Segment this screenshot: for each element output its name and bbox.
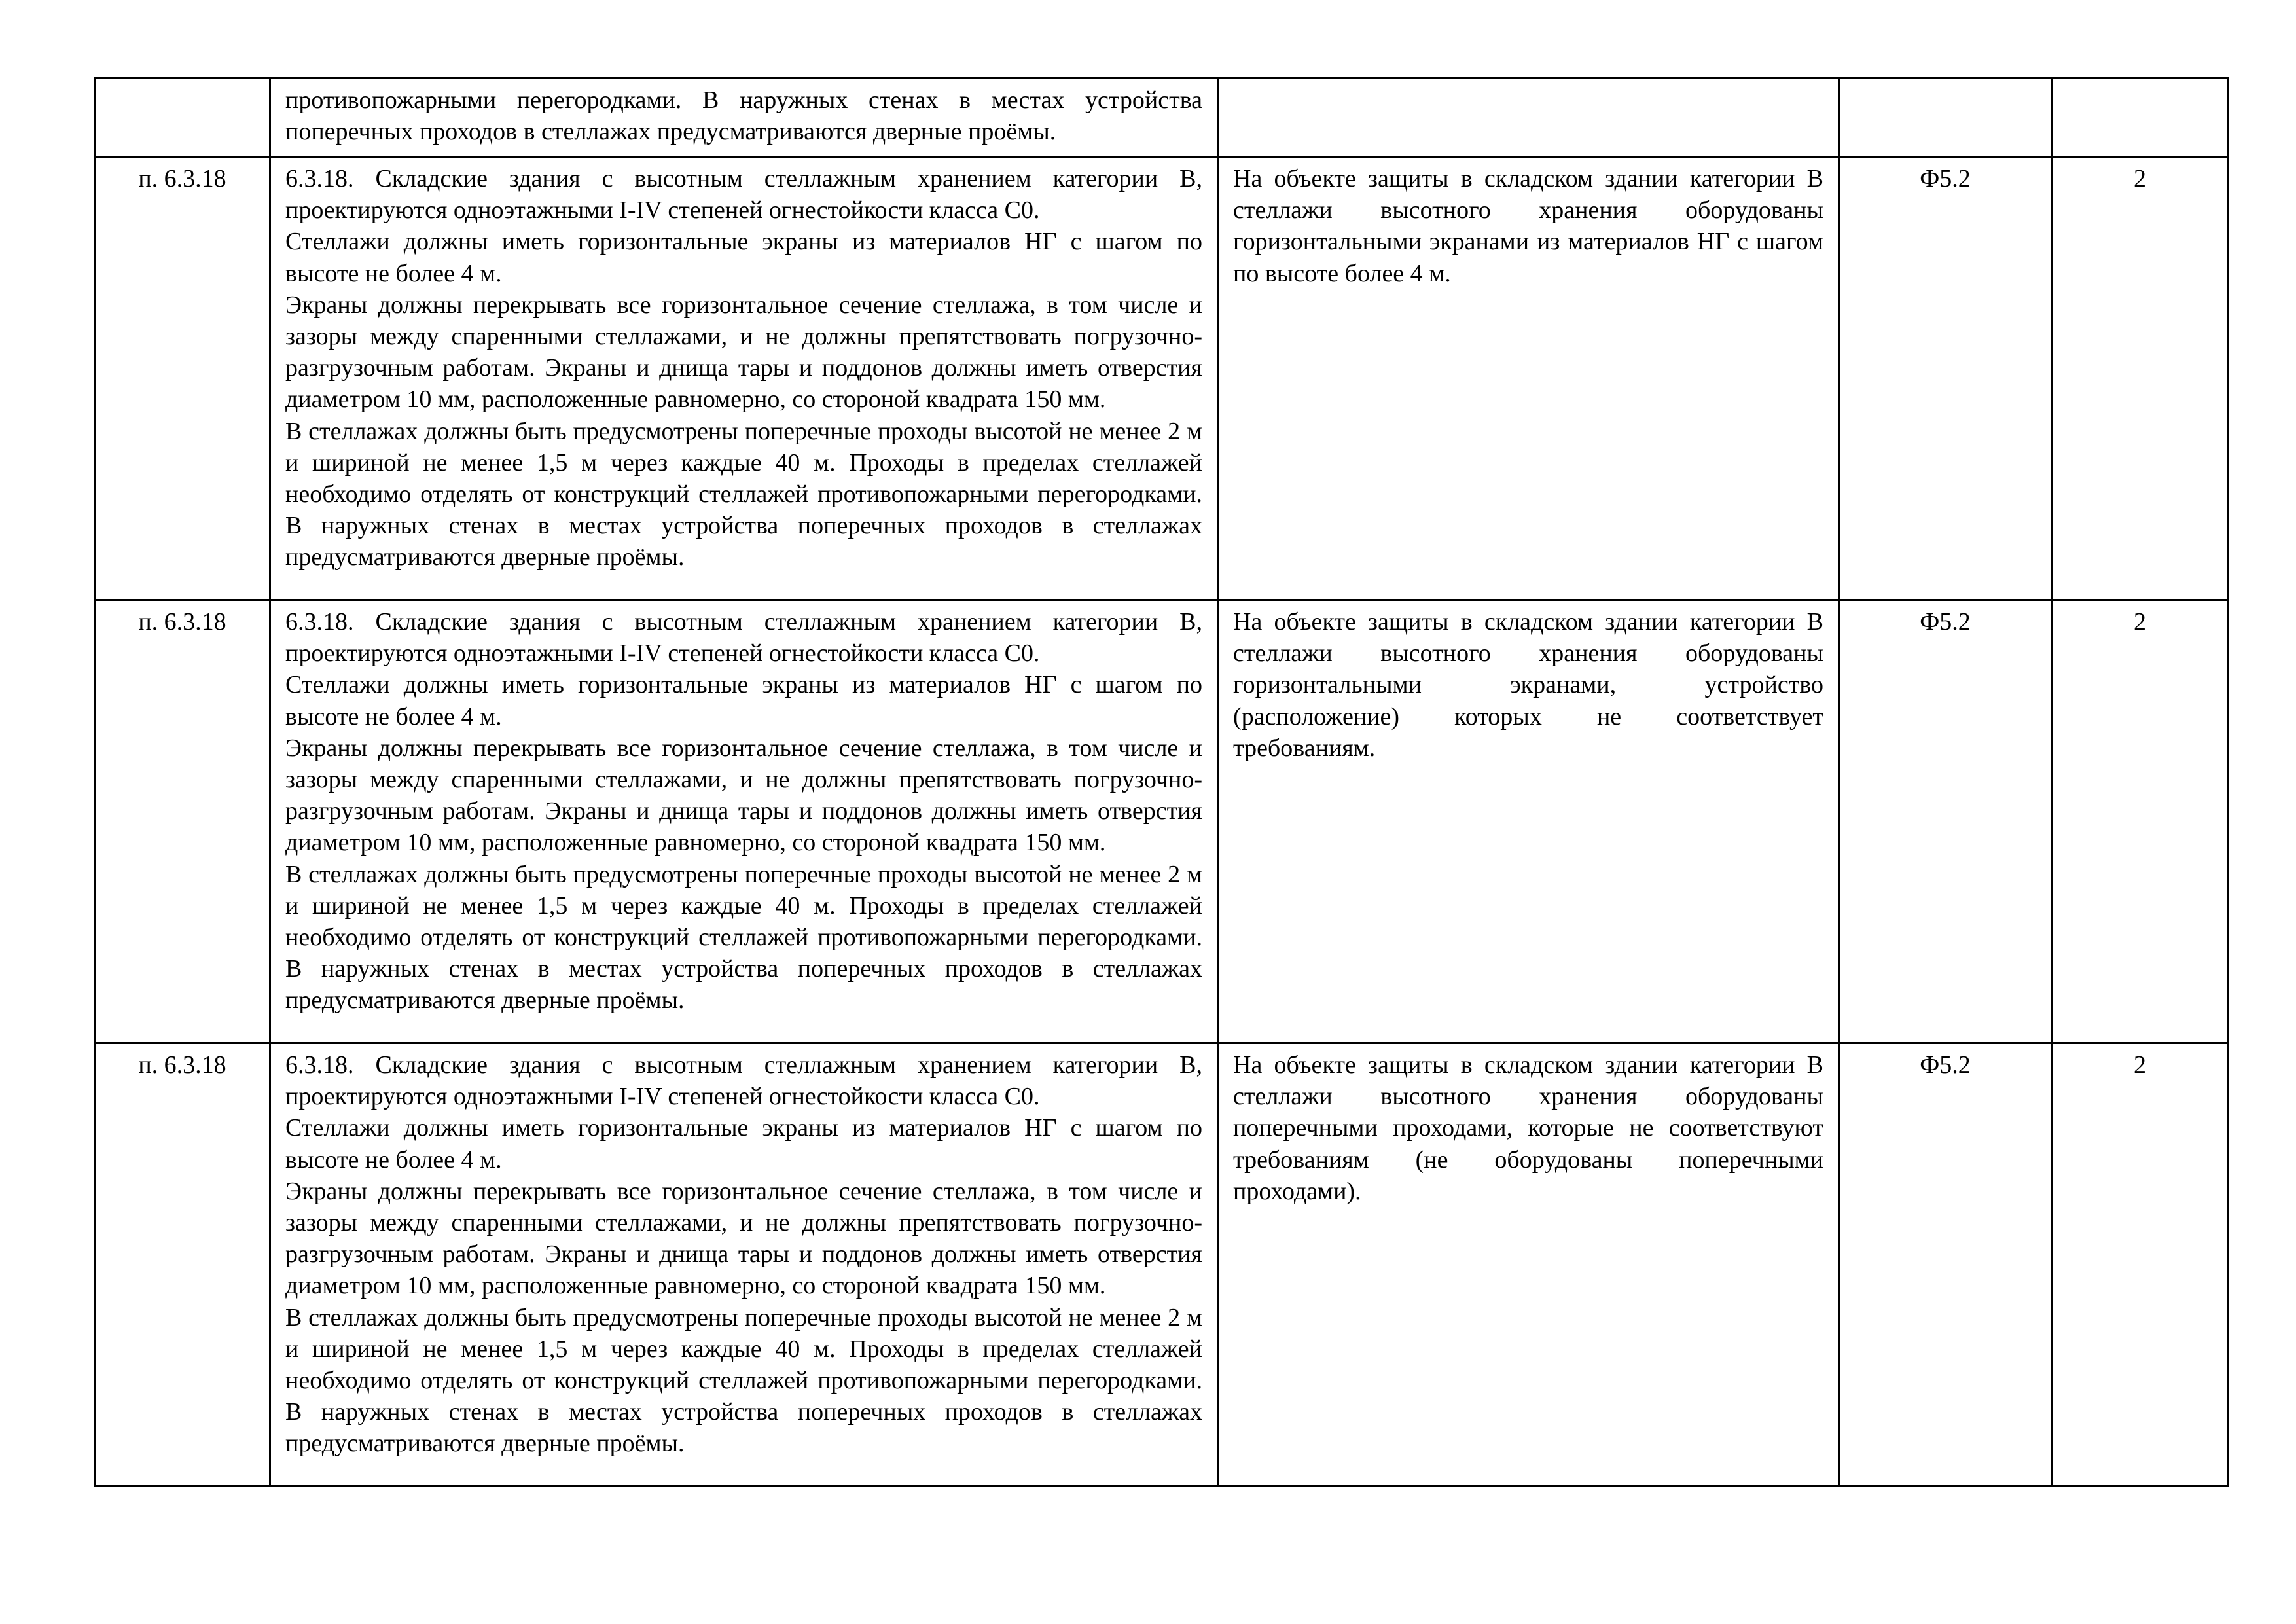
- requirements-table: [94, 77, 2229, 1487]
- score-cell: 2: [2052, 1043, 2229, 1487]
- class-cell: Ф5.2: [1839, 157, 2052, 600]
- clause-ref-cell: п. 6.3.18: [95, 1043, 270, 1487]
- violation-cell: [1218, 79, 1839, 157]
- clause-ref-cell: п. 6.3.18: [95, 157, 270, 600]
- requirement-paragraph: Стеллажи должны иметь горизонтальные экраны из материалов НГ с шагом по высоте не более 4 м.: [285, 1114, 1202, 1174]
- clause-ref-cell: п. 6.3.18: [95, 600, 270, 1043]
- requirement-cell: [270, 79, 1218, 157]
- score-cell: [2052, 79, 2229, 157]
- requirement-cell: [270, 1043, 1218, 1487]
- requirement-paragraph: Экраны должны перекрывать все горизонтальное сечение стеллажа, в том числе и зазоры между спаренными стеллажами, и не должны препятствовать погрузочно-разгрузочным работам. Экраны и днища тары и поддонов должны иметь отверстия диаметром 10 мм, расположенные равномерно, со стороной квадрата 150 мм.: [285, 1177, 1202, 1300]
- requirement-paragraph: 6.3.18. Складские здания с высотным стеллажным хранением категории В, проектируются одноэтажными I-IV степеней огнестойкости класса С0.: [285, 608, 1202, 668]
- requirement-paragraph: В стеллажах должны быть предусмотрены поперечные проходы высотой не менее 2 м и шириной не менее 1,5 м через каждые 40 м. Проходы в пределах стеллажей необходимо отделять от конструкций стеллажей противопожарными перегородками. В наружных стенах в местах устройства поперечных проходов в стеллажах предусматриваются дверные проёмы.: [285, 860, 1202, 1015]
- table-row: [95, 157, 2229, 600]
- score-cell: 2: [2052, 600, 2229, 1043]
- requirement-paragraph: Стеллажи должны иметь горизонтальные экраны из материалов НГ с шагом по высоте не более 4 м.: [285, 228, 1202, 287]
- requirement-cell: [270, 600, 1218, 1043]
- requirement-paragraph: Стеллажи должны иметь горизонтальные экраны из материалов НГ с шагом по высоте не более 4 м.: [285, 671, 1202, 731]
- clause-ref-cell: [95, 79, 270, 157]
- class-cell: [1839, 79, 2052, 157]
- table-row-continuation: [95, 79, 2229, 157]
- violation-cell: На объекте защиты в складском здании категории В стеллажи высотного хранения оборудованы горизонтальными экранами, устройство (расположение) которых не соответствует требованиям.: [1218, 600, 1839, 1043]
- requirement-paragraph: 6.3.18. Складские здания с высотным стеллажным хранением категории В, проектируются одноэтажными I-IV степеней огнестойкости класса С0.: [285, 1051, 1202, 1111]
- requirement-paragraph: противопожарными перегородками. В наружных стенах в местах устройства поперечных проходов в стеллажах предусматриваются дверные проёмы.: [285, 86, 1202, 146]
- class-cell: Ф5.2: [1839, 600, 2052, 1043]
- class-cell: Ф5.2: [1839, 1043, 2052, 1487]
- requirement-paragraph: 6.3.18. Складские здания с высотным стеллажным хранением категории В, проектируются одноэтажными I-IV степеней огнестойкости класса С0.: [285, 165, 1202, 225]
- requirement-paragraph: В стеллажах должны быть предусмотрены поперечные проходы высотой не менее 2 м и шириной не менее 1,5 м через каждые 40 м. Проходы в пределах стеллажей необходимо отделять от конструкций стеллажей противопожарными перегородками. В наружных стенах в местах устройства поперечных проходов в стеллажах предусматриваются дверные проёмы.: [285, 417, 1202, 571]
- table-row: [95, 600, 2229, 1043]
- score-cell: 2: [2052, 157, 2229, 600]
- requirement-paragraph: В стеллажах должны быть предусмотрены поперечные проходы высотой не менее 2 м и шириной не менее 1,5 м через каждые 40 м. Проходы в пределах стеллажей необходимо отделять от конструкций стеллажей противопожарными перегородками. В наружных стенах в местах устройства поперечных проходов в стеллажах предусматриваются дверные проёмы.: [285, 1303, 1202, 1458]
- requirement-cell: [270, 157, 1218, 600]
- violation-cell: На объекте защиты в складском здании категории В стеллажи высотного хранения оборудованы поперечными проходами, которые не соответствуют требованиям (не оборудованы поперечными проходами).: [1218, 1043, 1839, 1487]
- table-row: [95, 1043, 2229, 1487]
- requirement-paragraph: Экраны должны перекрывать все горизонтальное сечение стеллажа, в том числе и зазоры между спаренными стеллажами, и не должны препятствовать погрузочно-разгрузочным работам. Экраны и днища тары и поддонов должны иметь отверстия диаметром 10 мм, расположенные равномерно, со стороной квадрата 150 мм.: [285, 291, 1202, 414]
- requirement-paragraph: Экраны должны перекрывать все горизонтальное сечение стеллажа, в том числе и зазоры между спаренными стеллажами, и не должны препятствовать погрузочно-разгрузочным работам. Экраны и днища тары и поддонов должны иметь отверстия диаметром 10 мм, расположенные равномерно, со стороной квадрата 150 мм.: [285, 734, 1202, 857]
- violation-cell: На объекте защиты в складском здании категории В стеллажи высотного хранения оборудованы горизонтальными экранами из материалов НГ с шагом по высоте более 4 м.: [1218, 157, 1839, 600]
